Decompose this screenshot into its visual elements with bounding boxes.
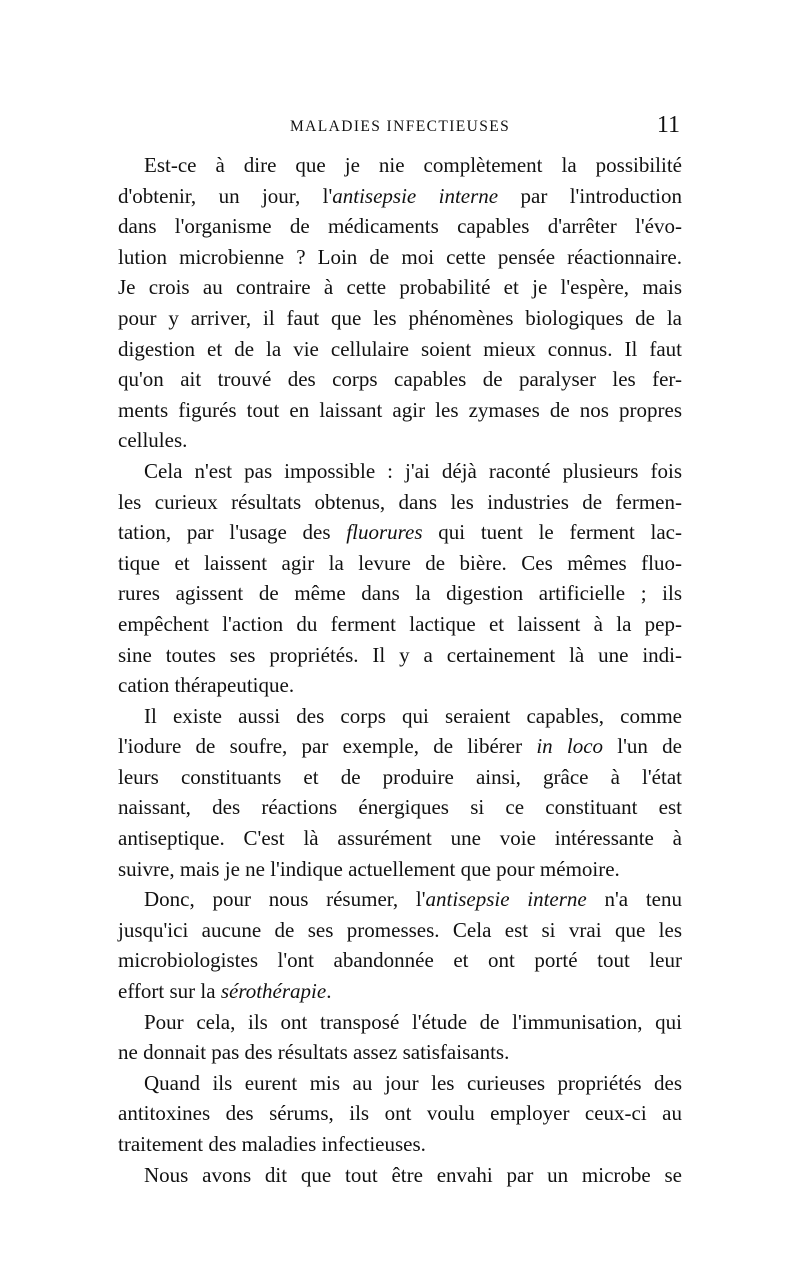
paragraph	[118, 1160, 682, 1191]
text-line: suivre, mais je ne l'indique actuellement que pour mémoire.	[118, 856, 620, 881]
text-line: tique et laissent agir la levure de bière. Ces mêmes fluo-	[118, 550, 682, 575]
italic-term: in loco	[536, 734, 604, 759]
paragraph	[118, 456, 682, 701]
text-line: dans l'organisme de médicaments capables d'arrêter l'évo-	[118, 214, 682, 239]
text-line: Nous avons dit que tout être envahi par un microbe se	[144, 1162, 682, 1187]
text-line: les curieux résultats obtenus, dans les industries de fermen-	[118, 489, 682, 514]
text-line: Donc, pour nous résumer, l'antisepsie interne n'a tenu	[144, 887, 682, 912]
text-line: lution microbienne ? Loin de moi cette pensée réactionnaire.	[118, 244, 682, 269]
paragraph	[118, 701, 682, 885]
paragraph	[118, 150, 682, 456]
text-line: leurs constituants et de produire ainsi, grâce à l'état	[118, 764, 682, 789]
text-line: Cela n'est pas impossible : j'ai déjà raconté plusieurs fois	[144, 458, 682, 483]
text-line: Pour cela, ils ont transposé l'étude de l'immunisation, qui	[144, 1009, 682, 1034]
text-line: jusqu'ici aucune de ses promesses. Cela est si vrai que les	[118, 917, 682, 942]
body-text	[118, 150, 682, 1190]
text-line: Je crois au contraire à cette probabilité et je l'espère, mais	[118, 275, 682, 300]
text-line: naissant, des réactions énergiques si ce constituant est	[118, 795, 682, 820]
text-line: ne donnait pas des résultats assez satisfaisants.	[118, 1040, 510, 1065]
text-line: empêchent l'action du ferment lactique et laissent à la pep-	[118, 611, 682, 636]
text-line: Quand ils eurent mis au jour les curieuses propriétés des	[144, 1070, 682, 1095]
text-line: sine toutes ses propriétés. Il y a certainement là une indi-	[118, 642, 682, 667]
paragraph	[118, 884, 682, 1006]
paragraph	[118, 1007, 682, 1068]
text-line: l'iodure de soufre, par exemple, de libérer in loco l'un de	[118, 734, 682, 759]
text-line: rures agissent de même dans la digestion artificielle ; ils	[118, 581, 682, 606]
italic-term: antisepsie interne	[332, 183, 499, 208]
text-line: digestion et de la vie cellulaire soient mieux connus. Il faut	[118, 336, 682, 361]
italic-term: antisepsie interne	[425, 887, 587, 912]
text-line: tation, par l'usage des fluorures qui tuent le ferment lac-	[118, 520, 682, 545]
italic-term: fluorures	[346, 520, 423, 545]
text-line: traitement des maladies infectieuses.	[118, 1132, 426, 1156]
text-line: cation thérapeutique.	[118, 673, 295, 698]
text-line: cellules.	[118, 428, 188, 453]
page-number: 11	[656, 112, 680, 138]
running-header	[118, 112, 682, 140]
paragraph	[118, 1068, 682, 1160]
text-line: microbiologistes l'ont abandonnée et ont porté tout leur	[118, 948, 682, 973]
text-line: antiseptique. C'est là assurément une voie intéressante à	[118, 826, 682, 851]
text-line: pour y arriver, il faut que les phénomènes biologiques de la	[118, 305, 682, 330]
text-line: ments figurés tout en laissant agir les zymases de nos propres	[118, 397, 682, 422]
italic-term: sérothérapie	[220, 979, 327, 1004]
text-line: qu'on ait trouvé des corps capables de paralyser les fer-	[118, 367, 682, 392]
text-line: Il existe aussi des corps qui seraient capables, comme	[144, 703, 682, 728]
running-title: MALADIES INFECTIEUSES	[290, 118, 511, 135]
text-line: d'obtenir, un jour, l'antisepsie interne par l'introduction	[118, 183, 682, 208]
text-line: effort sur la sérothérapie.	[118, 979, 332, 1004]
text-line: Est-ce à dire que je nie complètement la possibilité	[144, 153, 682, 177]
text-line: antitoxines des sérums, ils ont voulu employer ceux-ci au	[118, 1101, 682, 1126]
